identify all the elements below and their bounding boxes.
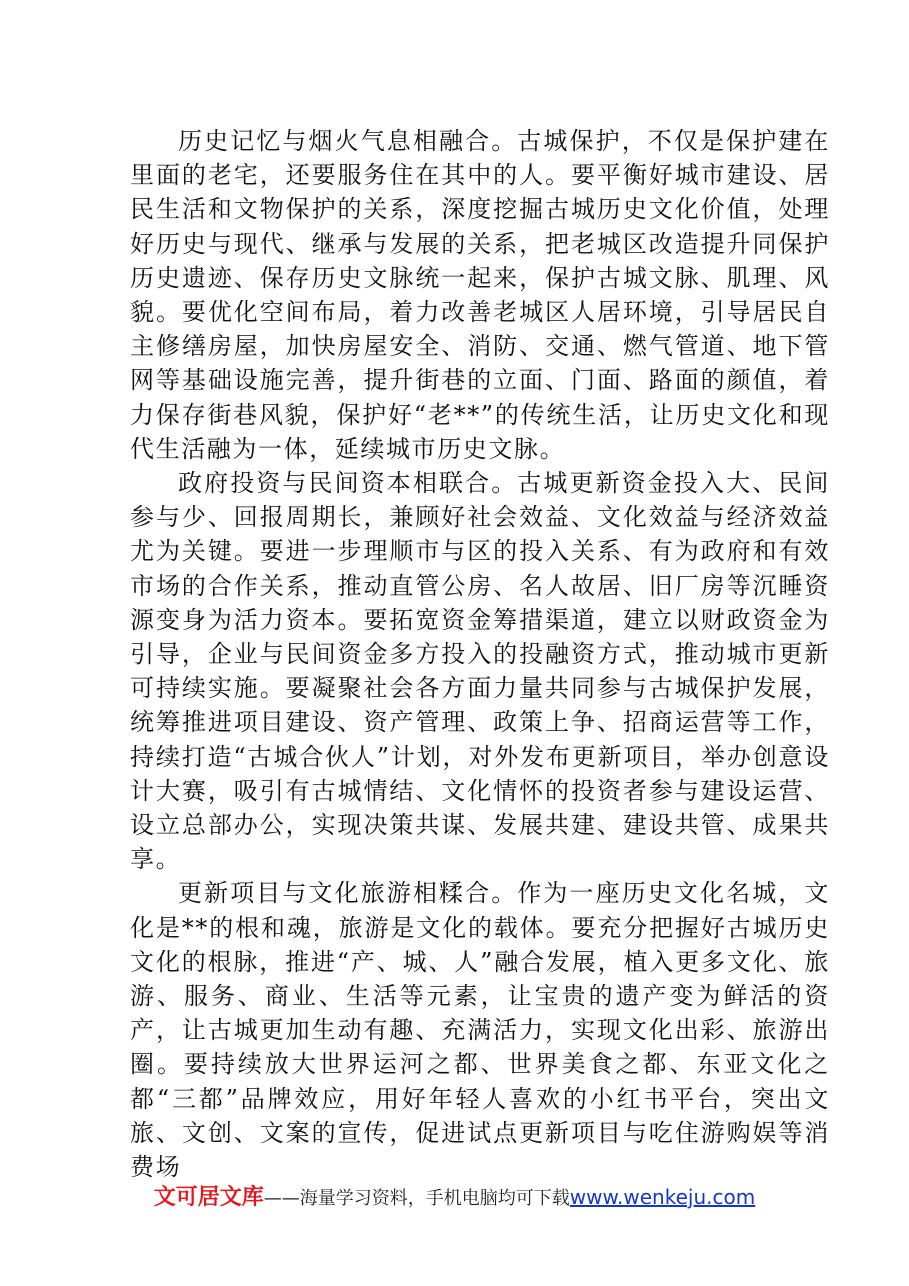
paragraph-heritage: 历史记忆与烟火气息相融合。古城保护，不仅是保护建在里面的老宅，还要服务住在其中的人。要平衡好城市建设、居民生活和文物保护的关系，深度挖掘古城历史文化价值，处理好历史与现代、继承与发展的关系，把老城区改造提升同保护历史遗迹、保存历史文脉统一起来，保护古城文脉、肌理、风貌。要优化空间布局，着力改善老城区人居环境，引导居民自主修缮房屋，加快房屋安全、消防、交通、燃气管道、地下管网等基础设施完善，提升街巷的立面、门面、路面的颜值，着力保存街巷风貌，保护好“老**”的传统生活，让历史文化和现代生活融为一体，延续城市历史文脉。 [130,127,830,463]
website-link[interactable]: www.wenkeju.com [569,1185,756,1209]
paragraph-investment: 政府投资与民间资本相联合。古城更新资金投入大、民间参与少、回报周期长，兼顾好社会效益、文化效益与经济效益尤为关键。要进一步理顺市与区的投入关系、有为政府和有效市场的合作关系，推动直管公房、名人故居、旧厂房等沉睡资源变身为活力资本。要拓宽资金筹措渠道，建立以财政资金为引导，企业与民间资金多方投入的投融资方式，推动城市更新可持续实施。要凝聚社会各方面力量共同参与古城保护发展，统筹推进项目建设、资产管理、政策上争、招商运营等工作，持续打造“古城合伙人”计划，对外发布更新项目，举办创意设计大赛，吸引有古城情结、文化情怀的投资者参与建设运营、设立总部办公，实现决策共谋、发展共建、建设共管、成果共享。 [130,469,830,874]
paragraph-tourism: 更新项目与文化旅游相糅合。作为一座历史文化名城，文化是**的根和魂，旅游是文化的载体。要充分把握好古城历史文化的根脉，推进“产、城、人”融合发展，植入更多文化、旅游、服务、商业、生活等元素，让宝贵的遗产变为鲜活的资产，让古城更加生动有趣、充满活力，实现文化出彩、旅游出圈。要持续放大世界运河之都、世界美食之都、东亚文化之都“三都”品牌效应，用好年轻人喜欢的小红书平台，突出文旅、文创、文案的宣传，促进试点更新项目与吃住游购娱等消费场 [130,879,830,1182]
footer-tagline: ——海量学习资料，手机电脑均可下载 [263,1188,570,1209]
brand-name: 文可居文库 [153,1185,264,1210]
footer-banner [0,1183,909,1213]
document-body [130,124,830,1184]
